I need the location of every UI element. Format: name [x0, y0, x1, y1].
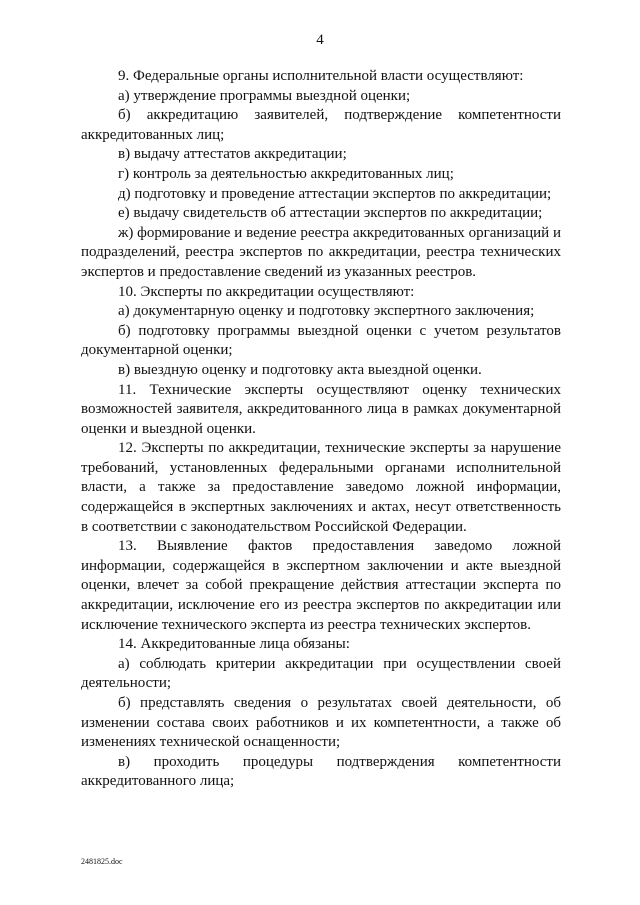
paragraph-10a: а) документарную оценку и подготовку экспертного заключения;	[118, 303, 535, 320]
paragraph-9g: г) контроль за деятельностью аккредитованных лиц;	[118, 165, 454, 182]
paragraph-14: 14. Аккредитованные лица обязаны:	[118, 636, 350, 653]
document-body	[81, 67, 561, 792]
page-number: 4	[316, 32, 324, 48]
paragraph-14v: в) проходить процедуры подтверждения компетентности аккредитованного лица;	[81, 753, 561, 790]
paragraph-9: 9. Федеральные органы исполнительной власти осуществляют:	[118, 68, 524, 84]
paragraph-9d: д) подготовку и проведение аттестации экспертов по аккредитации;	[118, 185, 552, 202]
paragraph-14b: б) представлять сведения о результатах своей деятельности, об изменении состава своих работников и их компетентности, а также об изменениях технической оснащенности;	[81, 695, 561, 751]
paragraph-10b: б) подготовку программы выездной оценки с учетом результатов документарной оценки;	[81, 322, 561, 359]
paragraph-11: 11. Технические эксперты осуществляют оценку технических возможностей заявителя, аккредитованного лица в рамках документарной оценки и выездной оценки.	[81, 381, 561, 437]
paragraph-14a: а) соблюдать критерии аккредитации при осуществлении своей деятельности;	[81, 655, 561, 692]
paragraph-9zh: ж) формирование и ведение реестра аккредитованных организаций и подразделений, реестра экспертов по аккредитации, реестра технических экспертов и предоставление сведений из указанных реестров.	[81, 224, 561, 280]
document-filename: 2481825.doc	[81, 857, 123, 866]
paragraph-9e: е) выдачу свидетельств об аттестации экспертов по аккредитации;	[118, 205, 543, 222]
paragraph-9v: в) выдачу аттестатов аккредитации;	[118, 146, 347, 163]
paragraph-9b: б) аккредитацию заявителей, подтверждение компетентности аккредитованных лиц;	[81, 107, 561, 143]
paragraph-9a: а) утверждение программы выездной оценки;	[118, 87, 411, 104]
paragraph-12: 12. Эксперты по аккредитации, технические эксперты за нарушение требований, установленных федеральными органами исполнительной власти, а также за предоставление заведомо ложной информации, содержащейся в экспертных заключениях и актах, несут ответственность в соответствии с законодательством Российской Федерации.	[81, 440, 561, 535]
paragraph-13: 13. Выявление фактов предоставления заведомо ложной информации, содержащейся в экспертном заключении и акте выездной оценки, влечет за собой прекращение действия аттестации эксперта по аккредитации, исключение его из реестра экспертов по аккредитации или исключение технического эксперта из реестра технических экспертов.	[81, 538, 561, 633]
paragraph-10: 10. Эксперты по аккредитации осуществляют:	[118, 283, 415, 300]
paragraph-10v: в) выездную оценку и подготовку акта выездной оценки.	[118, 361, 482, 378]
